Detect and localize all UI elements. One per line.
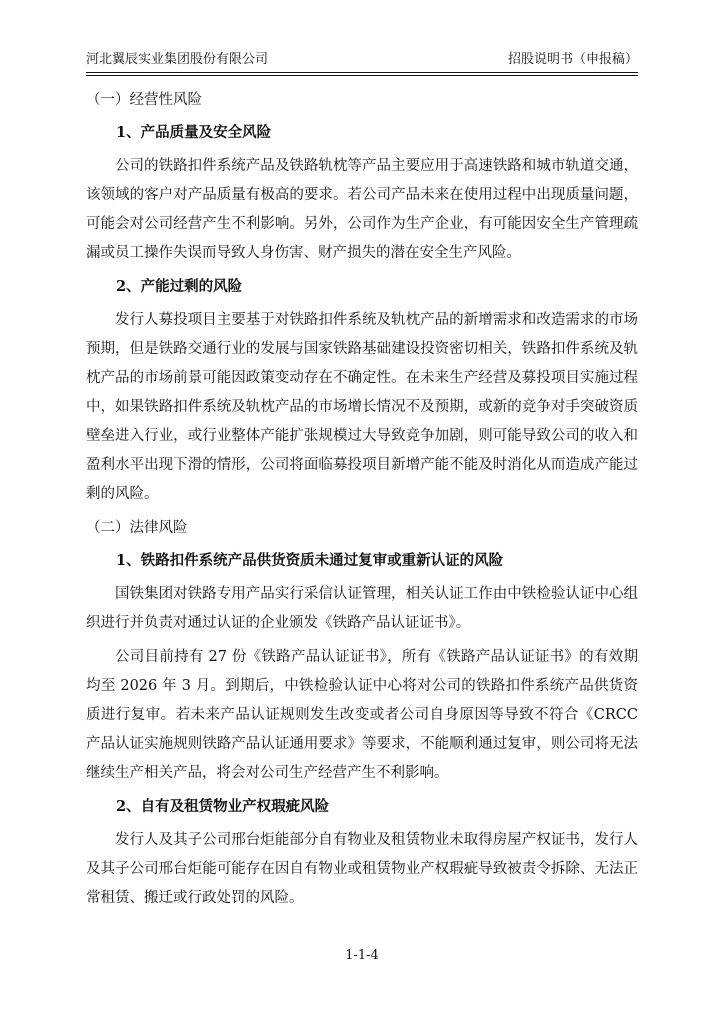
document-body	[86, 86, 638, 918]
subsection-title-certification: 1、铁路扣件系统产品供货资质未通过复审或重新认证的风险	[116, 552, 504, 569]
paragraph: 发行人及其子公司邢台炬能部分自有物业及租赁物业未取得房屋产权证书，发行人及其子公司邢台炬能可能存在因自有物业或租赁物业产权瑕疵导致被责令拆除、无法正常租赁、搬迁或行政处罚的风险。	[86, 832, 638, 906]
paragraph: 公司目前持有 27 份《铁路产品认证证书》，所有《铁路产品认证证书》的有效期均至 2026 年 3 月。到期后，中铁检验认证中心将对公司的铁路扣件系统产品供货资质进行复审。若未来产品认证规则发生改变或者公司自身原因等导致不符合《CRCC 产品认证实施规则铁路产品认证通用要求》等要求，不能顺利通过复审，则公司将无法继续生产相关产品，将会对公司生产经营产生不利影响。	[86, 649, 638, 781]
subsection-title-property-defect: 2、自有及租赁物业产权瑕疵风险	[116, 798, 330, 815]
section-title-operating-risk: （一）经营性风险	[86, 92, 202, 108]
subsection-title-overcapacity: 2、产能过剩的风险	[116, 278, 243, 295]
page-number: 1-1-4	[345, 948, 379, 963]
header-document-title: 招股说明书（申报稿）	[507, 52, 638, 67]
header-rule-thin	[86, 75, 638, 76]
page-header	[86, 50, 638, 70]
header-rule	[86, 72, 638, 73]
subsection-title-quality-safety: 1、产品质量及安全风险	[116, 124, 272, 141]
paragraph: 公司的铁路扣件系统产品及铁路轨枕等产品主要应用于高速铁路和城市轨道交通，该领域的客户对产品质量有极高的要求。若公司产品未来在使用过程中出现质量问题，可能会对公司经营产生不利影响。另外，公司作为生产企业，有可能因安全生产管理疏漏或员工操作失误而导致人身伤害、财产损失的潜在安全生产风险。	[86, 158, 638, 261]
paragraph: 国铁集团对铁路专用产品实行采信认证管理，相关认证工作由中铁检验认证中心组织进行并负责对通过认证的企业颁发《铁路产品认证证书》。	[86, 586, 638, 631]
header-company-name: 河北翼辰实业集团股份有限公司	[86, 52, 269, 67]
section-title-legal-risk: （二）法律风险	[86, 520, 188, 536]
paragraph: 发行人募投项目主要基于对铁路扣件系统及轨枕产品的新增需求和改造需求的市场预期，但是铁路交通行业的发展与国家铁路基础建设投资密切相关，铁路扣件系统及轨枕产品的市场前景可能因政策变动存在不确定性。在未来生产经营及募投项目实施过程中，如果铁路扣件系统及轨枕产品的市场增长情况不及预期，或新的竞争对手突破资质壁垒进入行业，或行业整体产能扩张规模过大导致竞争加剧，则可能导致公司的收入和盈利水平出现下滑的情形，公司将面临募投项目新增产能不能及时消化从而造成产能过剩的风险。	[86, 312, 638, 502]
